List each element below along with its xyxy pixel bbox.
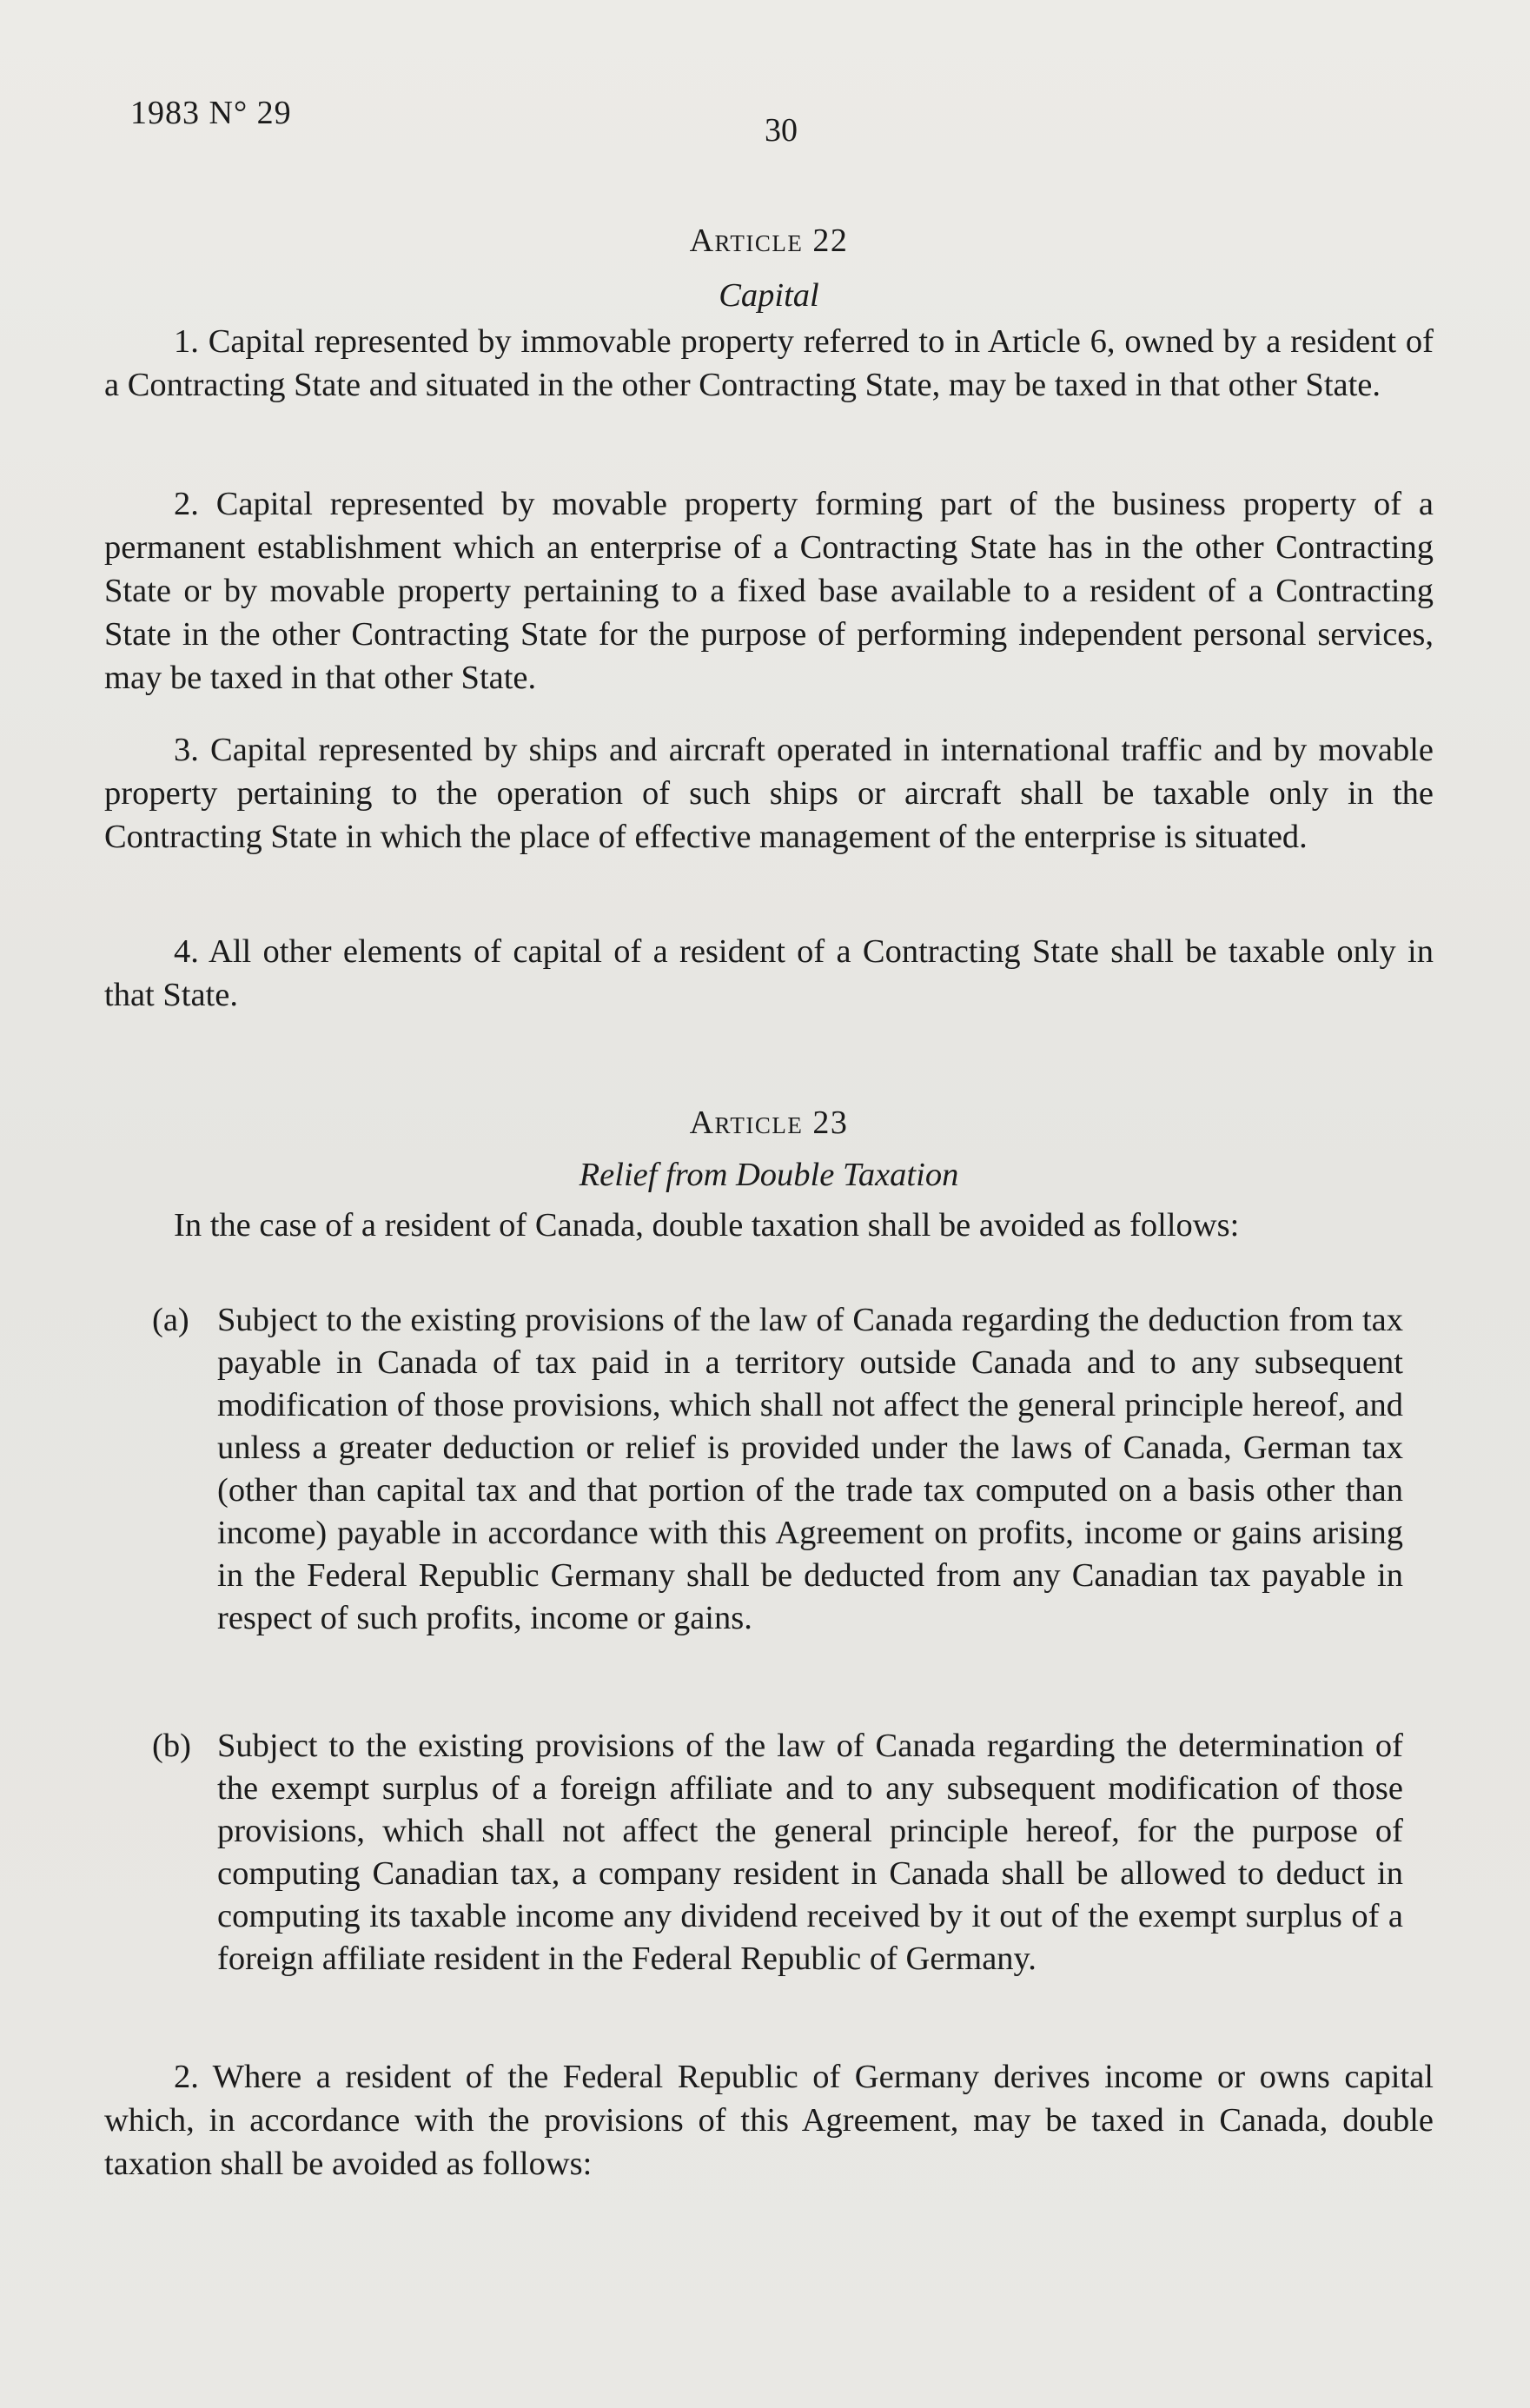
list-item-text: Subject to the existing provisions of the law of Canada regarding the deduction from tax payable in Canada of tax paid in a territory outside Canada and to any subsequent modification of those provisions, which shall not affect the general principle hereof, and unless a greater deduction or relief is provided under the laws of Canada, German tax (other than capital tax and that portion of the trade tax computed on a basis other than income) payable in accordance with this Agreement on profits, income or gains arising in the Federal Republic Germany shall be deducted from any Canadian tax payable in respect of such profits, income or gains. <box>217 1302 1403 1636</box>
page-number: 30 <box>765 112 798 149</box>
list-item-b <box>152 1725 1403 1980</box>
article-22-subheading: Capital <box>719 277 819 314</box>
article-23-subheading: Relief from Double Taxation <box>579 1157 959 1193</box>
list-item-label: (b) <box>152 1728 191 1764</box>
list-item-text: Subject to the existing provisions of the law of Canada regarding the determination of the exempt surplus of a foreign affiliate and to any subsequent modification of those provisions, which shall not affect the general principle hereof, for the purpose of computing Canadian tax, a company resident in Canada shall be allowed to deduct in computing its taxable income any dividend received by it out of the exempt surplus of a foreign affiliate resident in the Federal Republic of Germany. <box>217 1728 1403 1977</box>
article-23-intro: In the case of a resident of Canada, double taxation shall be avoided as follows: <box>174 1207 1240 1244</box>
article-22-paragraph-3: 3. Capital represented by ships and aircraft operated in international traffic and by movable property pertaining to the operation of such ships or aircraft shall be taxable only in the Contracting State in which the place of effective management of the enterprise is situated. <box>104 732 1434 855</box>
article-23-paragraph-2: 2. Where a resident of the Federal Republic of Germany derives income or owns capital which, in accordance with the provisions of this Agreement, may be taxed in Canada, double taxation shall be avoided as follows: <box>104 2059 1434 2182</box>
article-22-heading: Article 22 <box>689 222 849 259</box>
article-23-heading: Article 23 <box>689 1104 849 1141</box>
article-22-paragraph-4: 4. All other elements of capital of a resident of a Contracting State shall be taxable only in that State. <box>104 933 1434 1013</box>
list-item-a <box>152 1299 1403 1640</box>
article-22-paragraph-2: 2. Capital represented by movable property forming part of the business property of a permanent establishment which an enterprise of a Contracting State has in the other Contracting State or by movable property pertaining to a fixed base available to a resident of a Contracting State in the other Contracting State for the purpose of performing independent personal services, may be taxed in that other State. <box>104 486 1434 696</box>
list-item-label: (a) <box>152 1302 189 1338</box>
running-head: 1983 N° 29 <box>130 95 292 131</box>
article-22-paragraph-1: 1. Capital represented by immovable property referred to in Article 6, owned by a resident of a Contracting State and situated in the other Contracting State, may be taxed in that other State. <box>104 323 1434 403</box>
